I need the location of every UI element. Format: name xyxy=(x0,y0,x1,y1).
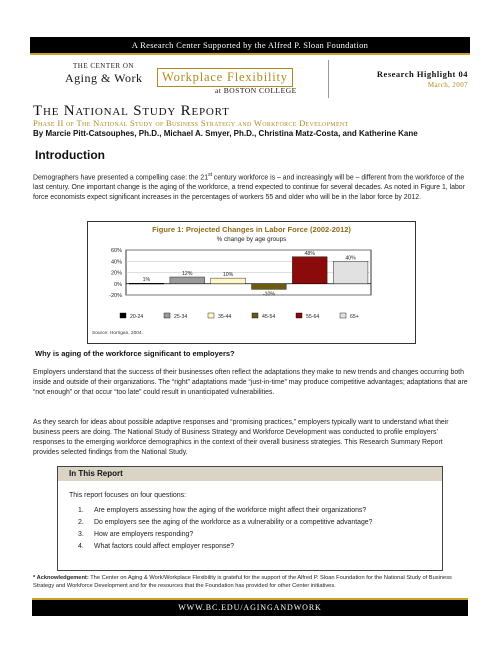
why-heading: Why is aging of the workforce significant to employers? xyxy=(35,349,235,358)
legend-label: 25-34 xyxy=(174,314,188,320)
banner-text: A Research Center Supported by the Alfred P. Sloan Foundation xyxy=(131,40,369,50)
data-label: 12% xyxy=(182,271,193,277)
research-highlight-title: Research Highlight 04 xyxy=(376,69,468,79)
acknowledgement xyxy=(33,574,470,591)
authors: By Marcie Pitt-Catsouphes, Ph.D., Michael A. Smyer, Ph.D., Christina Matz-Costa, and Katherine Kane xyxy=(33,129,418,138)
logo-line-4: at BOSTON COLLEGE xyxy=(215,86,297,95)
data-label: 48% xyxy=(304,250,315,257)
search-paragraph: As they search for ideas about possible adaptive responses and “promising practices,” employers typically want to understand what their business peers are doing. The National Study of Business Strategy and Workforce Development was conducted to profile employers’ responses to the emerging workforce demographics in the context of their overall business strategies. This Research Summary Report provides selected findings from the National Study. xyxy=(33,419,449,456)
intro-superscript: st xyxy=(208,172,212,178)
legend-label: 55-64 xyxy=(306,314,320,320)
data-label: 1% xyxy=(142,277,151,284)
legend-swatch xyxy=(164,313,170,318)
report-box-intro: This report focuses on four questions: xyxy=(69,492,187,499)
legend-label: 35-44 xyxy=(218,314,232,320)
list-item xyxy=(58,519,442,531)
legend-swatch xyxy=(296,313,302,318)
y-tick-label: 60% xyxy=(110,248,122,254)
bar xyxy=(170,277,205,284)
acknowledgement-label: * Acknowledgement: xyxy=(33,575,89,581)
legend-label: 45-54 xyxy=(262,314,276,320)
report-question-list xyxy=(58,507,442,555)
sloan-banner xyxy=(30,37,470,53)
footer-url-link[interactable]: WWW.BC.EDU/AGINGANDWORK xyxy=(178,603,322,612)
list-item-text: What factors could affect employer response? xyxy=(94,543,235,550)
data-label: 10% xyxy=(222,272,234,279)
data-label: -10% xyxy=(262,291,275,298)
bar xyxy=(252,284,287,290)
in-this-report-box xyxy=(57,466,443,571)
legend-swatch xyxy=(252,313,258,318)
y-tick-label: 0% xyxy=(114,281,122,288)
chart-title: Figure 1: Projected Changes in Labor Force (2002-2012) xyxy=(152,225,351,234)
legend-label: 20-24 xyxy=(130,314,144,320)
employers-paragraph: Employers understand that the success of their businesses often reflect the adaptations they make to new trends and changes occurring both inside and outside of their organizations. The “right” adaptations made “just-in-time” may produce competitive advantages; adaptations that are “not enough” or that occur “too late” could result in unanticipated vulnerabilities. xyxy=(33,369,468,396)
y-tick-label: -20% xyxy=(109,293,122,299)
footer-bar xyxy=(32,600,468,616)
list-item-text: Do employers see the aging of the workforce as a vulnerability or a competitive advantage? xyxy=(94,519,373,526)
bar xyxy=(333,261,368,284)
header-divider xyxy=(328,60,329,98)
legend-swatch xyxy=(208,313,214,318)
legend-swatch xyxy=(340,313,346,318)
bar xyxy=(129,283,164,284)
research-highlight-date: March, 2007 xyxy=(427,81,468,89)
chart-subtitle: % change by age groups xyxy=(216,236,287,243)
bar xyxy=(292,257,327,284)
list-item-text: Are employers assessing how the aging of the workforce might affect their organizations? xyxy=(94,507,367,514)
list-item-number: 4. xyxy=(78,543,84,550)
y-tick-label: 40% xyxy=(110,259,122,266)
logo-line-3: Workplace Flexibility xyxy=(157,68,293,87)
figure-1-chart xyxy=(87,221,416,344)
legend-swatch xyxy=(120,313,126,318)
list-item xyxy=(58,543,442,555)
introduction-heading: Introduction xyxy=(35,148,105,162)
list-item-number: 1. xyxy=(78,507,84,514)
data-label: 40% xyxy=(345,255,356,262)
intro-paragraph xyxy=(33,170,469,203)
list-item-text: How are employers responding? xyxy=(94,531,194,538)
intro-text-end: century workforce is – and increasingly will be – different from the workforce of the last century. One important change is the aging of the workforce, a trend expected to continue for several decades. As noted in Figure 1, labor force economists expect significant increases in the percentages of workers 55 and older who will be in the labor force by 2012. xyxy=(33,174,465,202)
center-logo xyxy=(65,60,305,94)
bar xyxy=(211,278,246,284)
list-item-number: 3. xyxy=(78,531,84,538)
acknowledgement-text: The Center on Aging & Work/Workplace Flexibility is grateful for the support of the Alfred P. Sloan Foundation for the National Study of Business Strategy and Workforce Development and for the resources that the Foundation has provided for other Center initiatives. xyxy=(33,575,452,590)
chart-source: Source: Horrigan, 2004. xyxy=(92,331,143,336)
y-tick-label: 20% xyxy=(110,270,122,277)
page-title: The National Study Report xyxy=(33,103,230,119)
list-item-number: 2. xyxy=(78,519,84,526)
logo-line-2: Aging & Work xyxy=(65,71,143,85)
list-item xyxy=(58,507,442,519)
chart-plot xyxy=(88,222,415,343)
logo-line-1: THE CENTER ON xyxy=(73,62,134,70)
list-item xyxy=(58,531,442,543)
report-box-heading: In This Report xyxy=(58,467,442,481)
page-subtitle: Phase II of The National Study of Business Strategy and Workforce Development xyxy=(33,118,349,128)
research-highlight xyxy=(377,69,468,89)
banner-gold-rule xyxy=(30,53,470,55)
intro-text-start: Demographers have presented a compelling case: the 21 xyxy=(33,174,209,182)
legend-label: 65+ xyxy=(350,314,359,320)
